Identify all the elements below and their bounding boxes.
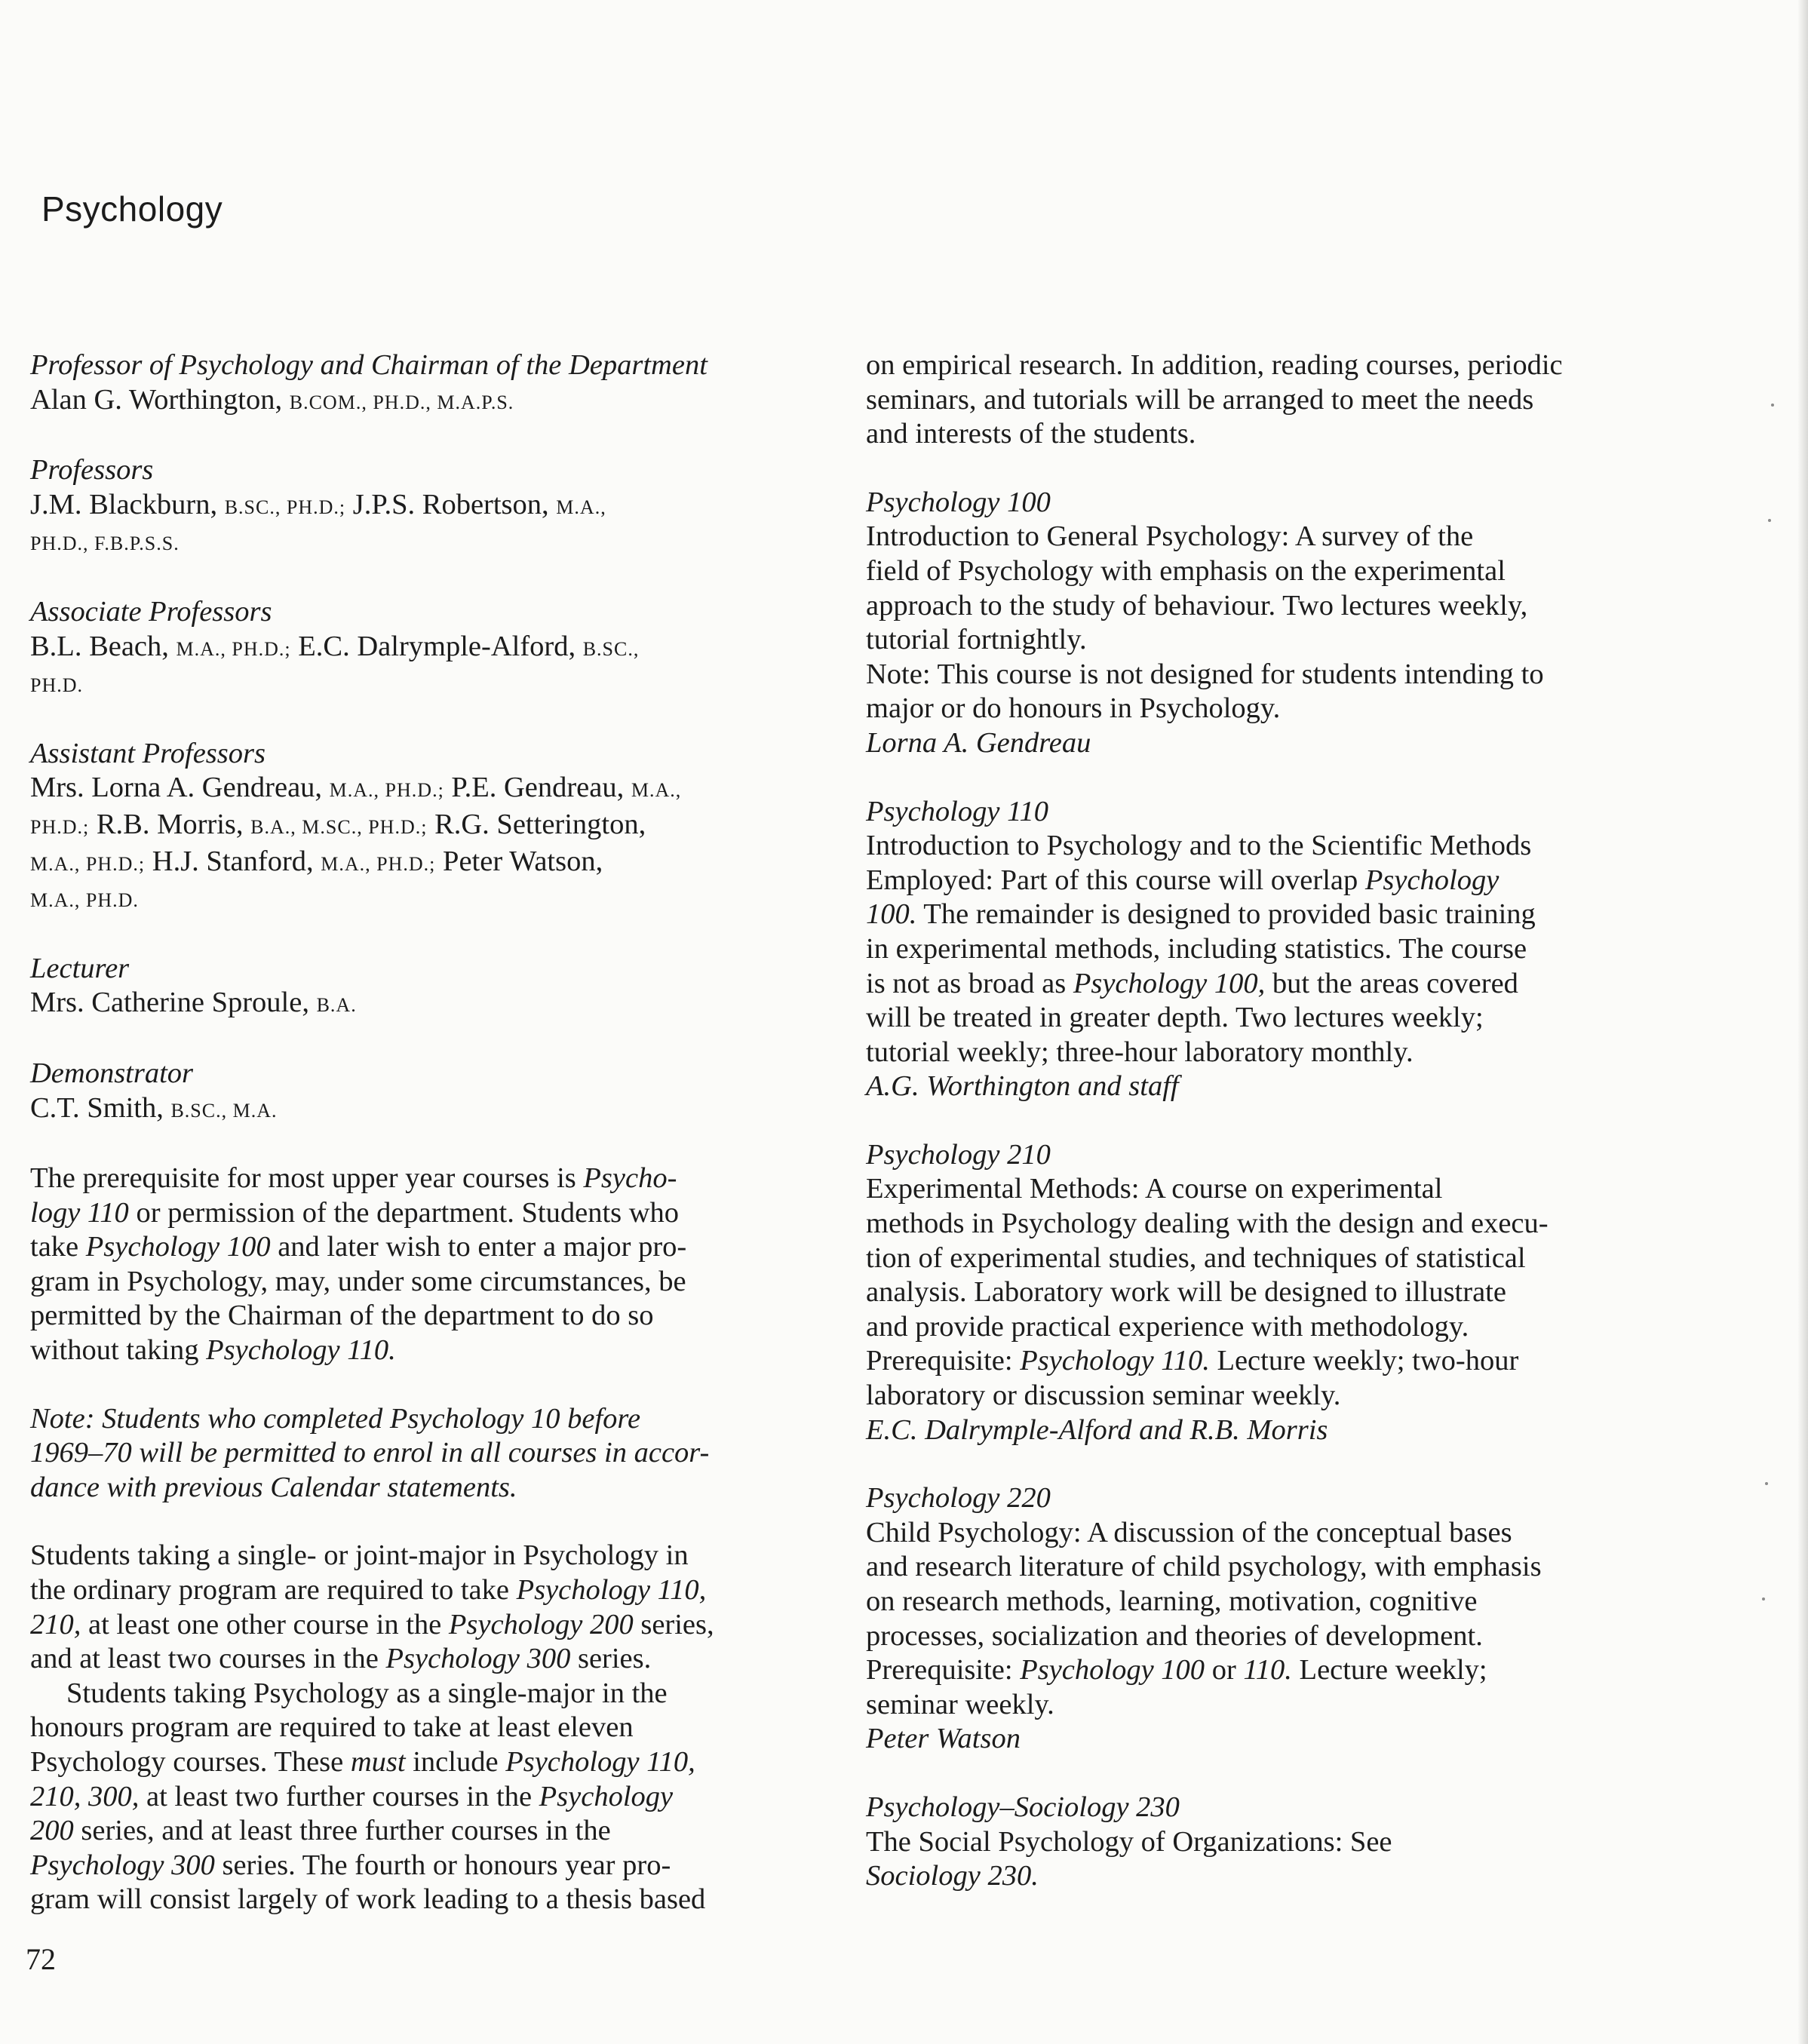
- left-column: [30, 348, 845, 1951]
- section-title: Demonstrator: [30, 1057, 194, 1089]
- continued-paragraph: [866, 348, 1688, 452]
- text-line: tutorial weekly; three-hour laboratory monthly.: [866, 1036, 1414, 1068]
- text-line: permitted by the Chairman of the department to do so: [30, 1300, 654, 1332]
- text-line: Note: This course is not designed for students intending to: [866, 658, 1544, 690]
- demonstrator-section: [30, 1057, 845, 1128]
- text-line: gram will consist largely of work leading to a thesis based: [30, 1883, 706, 1916]
- text-line: Psychology courses. These must include Psychology 110,: [30, 1746, 695, 1778]
- scan-speck: [1768, 519, 1771, 522]
- text-line: 210, at least one other course in the Psychology 200 series,: [30, 1608, 714, 1640]
- section-title: Lecturer: [30, 952, 130, 984]
- text-line: Sociology 230.: [866, 1860, 1039, 1892]
- text-line: and research literature of child psychology, with emphasis: [866, 1551, 1542, 1583]
- scan-speck: [1771, 404, 1774, 407]
- course-title: Psychology 220: [866, 1482, 1051, 1515]
- text-line: dance with previous Calendar statements.: [30, 1471, 517, 1503]
- course-psychology-sociology-230: [866, 1791, 1688, 1894]
- text-line: honours program are required to take at least eleven: [30, 1711, 634, 1744]
- prerequisite-paragraph: [30, 1162, 845, 1368]
- text-line: processes, socialization and theories of development.: [866, 1619, 1483, 1652]
- text-line: seminars, and tutorials will be arranged to meet the needs: [866, 383, 1534, 416]
- course-instructor: Lorna A. Gendreau: [866, 726, 1091, 759]
- page-number: 72: [26, 1942, 56, 1976]
- section-title: Associate Professors: [30, 595, 272, 628]
- faculty-line: Alan G. Worthington, B.COM., PH.D., M.A.P.S.: [30, 383, 514, 416]
- faculty-line: Mrs. Lorna A. Gendreau, M.A., PH.D.; P.E. Gendreau, M.A.,: [30, 772, 682, 804]
- text-line: on empirical research. In addition, reading courses, periodic: [866, 349, 1563, 381]
- faculty-line: Mrs. Catherine Sproule, B.A.: [30, 987, 357, 1019]
- page-edge-shadow: [1797, 0, 1808, 2044]
- text-line: take Psychology 100 and later wish to enter a major pro-: [30, 1231, 687, 1263]
- text-line: laboratory or discussion seminar weekly.: [866, 1380, 1341, 1412]
- text-line: gram in Psychology, may, under some circumstances, be: [30, 1265, 686, 1297]
- requirements-paragraph: [30, 1539, 845, 1917]
- course-title: Psychology 110: [866, 795, 1048, 827]
- page-title: Psychology: [41, 189, 223, 229]
- assistant-professors-section: [30, 737, 845, 918]
- text-line: tutorial fortnightly.: [866, 624, 1087, 656]
- text-line: and interests of the students.: [866, 418, 1196, 450]
- text-line: major or do honours in Psychology.: [866, 692, 1281, 725]
- faculty-line: M.A., PH.D.; H.J. Stanford, M.A., PH.D.; Peter Watson,: [30, 845, 603, 877]
- professors-section: [30, 453, 845, 561]
- course-title: Psychology 210: [866, 1138, 1051, 1171]
- course-psychology-210: [866, 1138, 1688, 1447]
- text-line: Prerequisite: Psychology 100 or 110. Lecture weekly;: [866, 1654, 1487, 1686]
- section-title: Professors: [30, 454, 154, 486]
- section-title: Professor of Psychology and Chairman of the Department: [30, 349, 708, 381]
- text-line: without taking Psychology 110.: [30, 1334, 396, 1367]
- text-line: Students taking Psychology as a single-major in the: [66, 1677, 668, 1709]
- text-line: 100. The remainder is designed to provided basic training: [866, 898, 1536, 931]
- chair-section: [30, 348, 845, 419]
- text-line: on research methods, learning, motivation, cognitive: [866, 1585, 1478, 1617]
- text-line: Experimental Methods: A course on experimental: [866, 1173, 1443, 1205]
- lecturer-section: [30, 952, 845, 1023]
- text-line: Child Psychology: A discussion of the conceptual bases: [866, 1516, 1512, 1548]
- text-line: 200 series, and at least three further courses in the: [30, 1815, 611, 1847]
- text-line: Introduction to Psychology and to the Scientific Methods: [866, 830, 1532, 862]
- text-line: Students taking a single- or joint-major in Psychology in: [30, 1539, 689, 1572]
- text-line: The Social Psychology of Organizations: See: [866, 1825, 1392, 1858]
- text-line: field of Psychology with emphasis on the experimental: [866, 554, 1506, 587]
- text-line: seminar weekly.: [866, 1688, 1054, 1720]
- text-line: will be treated in greater depth. Two lectures weekly;: [866, 1002, 1484, 1034]
- text-line: and at least two courses in the Psychology 300 series.: [30, 1643, 652, 1675]
- text-line: logy 110 or permission of the department. Students who: [30, 1196, 680, 1229]
- course-psychology-110: [866, 795, 1688, 1104]
- faculty-line: M.A., PH.D.: [30, 889, 139, 912]
- course-instructor: A.G. Worthington and staff: [866, 1070, 1179, 1103]
- text-line: analysis. Laboratory work will be designed to illustrate: [866, 1276, 1506, 1309]
- course-title: Psychology–Sociology 230: [866, 1791, 1180, 1823]
- text-line: in experimental methods, including statistics. The course: [866, 932, 1527, 965]
- text-line: methods in Psychology dealing with the design and execu-: [866, 1208, 1549, 1240]
- text-line: 1969–70 will be permitted to enrol in all courses in accor-: [30, 1437, 710, 1469]
- text-line: Employed: Part of this course will overlap Psychology: [866, 864, 1500, 896]
- text-line: Psychology 300 series. The fourth or honours year pro-: [30, 1849, 671, 1881]
- faculty-line: C.T. Smith, B.SC., M.A.: [30, 1091, 278, 1124]
- text-line: The prerequisite for most upper year courses is Psycho-: [30, 1162, 677, 1195]
- faculty-line: PH.D.: [30, 674, 84, 697]
- course-instructor: Peter Watson: [866, 1723, 1021, 1755]
- note-paragraph: [30, 1402, 845, 1505]
- text-line: Prerequisite: Psychology 110. Lecture weekly; two-hour: [866, 1345, 1519, 1377]
- text-line: approach to the study of behaviour. Two lectures weekly,: [866, 589, 1528, 621]
- course-psychology-100: [866, 486, 1688, 761]
- text-line: 210, 300, at least two further courses in the Psychology: [30, 1780, 674, 1812]
- section-title: Assistant Professors: [30, 737, 266, 769]
- course-instructor: E.C. Dalrymple-Alford and R.B. Morris: [866, 1413, 1328, 1446]
- faculty-line: PH.D., F.B.P.S.S.: [30, 532, 180, 555]
- text-line: the ordinary program are required to take Psychology 110,: [30, 1574, 707, 1607]
- associate-professors-section: [30, 595, 845, 703]
- right-column: [866, 348, 1688, 1928]
- faculty-line: B.L. Beach, M.A., PH.D.; E.C. Dalrymple-Alford, B.SC.,: [30, 630, 640, 662]
- text-line: Note: Students who completed Psychology 10 before: [30, 1402, 641, 1435]
- course-psychology-220: [866, 1481, 1688, 1757]
- faculty-line: J.M. Blackburn, B.SC., PH.D.; J.P.S. Robertson, M.A.,: [30, 488, 606, 520]
- text-line: and provide practical experience with methodology.: [866, 1310, 1469, 1343]
- text-line: tion of experimental studies, and techniques of statistical: [866, 1241, 1526, 1274]
- text-line: Introduction to General Psychology: A survey of the: [866, 520, 1474, 553]
- faculty-line: PH.D.; R.B. Morris, B.A., M.SC., PH.D.; R.G. Setterington,: [30, 808, 646, 840]
- text-line: is not as broad as Psychology 100, but the areas covered: [866, 967, 1518, 999]
- scan-speck: [1765, 1482, 1768, 1485]
- scan-speck: [1762, 1597, 1765, 1601]
- course-title: Psychology 100: [866, 486, 1051, 518]
